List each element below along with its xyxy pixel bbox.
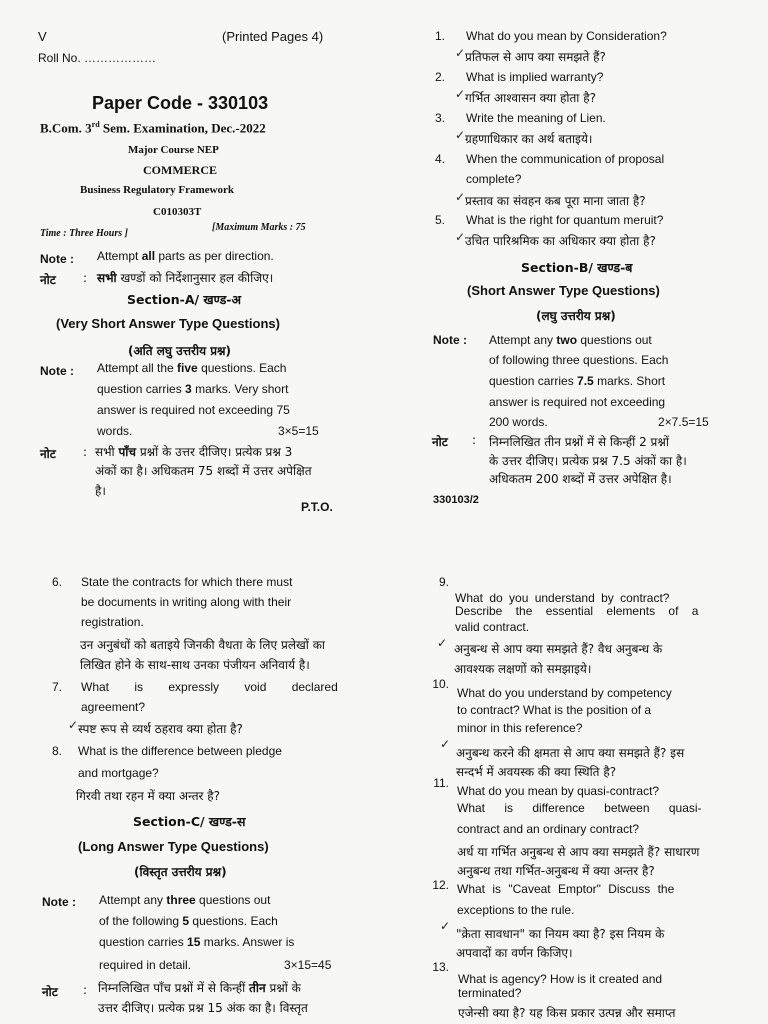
q9-english-line-1: What do you understand by contract? — [455, 591, 670, 605]
section-c-hindi-note-colon: : — [83, 983, 88, 997]
roll-number: Roll No. ……………… — [38, 51, 157, 65]
q7-english-line-2: agreement? — [81, 700, 146, 714]
note2-marks: 3×5=15 — [278, 424, 319, 438]
q1-number: 1. — [434, 29, 445, 43]
q12-english-line-2: exceptions to the rule. — [457, 903, 575, 917]
section-a-hindi-type: (अति लघु उत्तरीय प्रश्न) — [128, 344, 232, 358]
section-c-note-line-2: of the following 5 questions. Each — [99, 914, 278, 928]
q7-english-line-1: What is expressly void declared — [81, 680, 338, 694]
section-c-hindi-note-line-2: उत्तर दीजिए। प्रत्येक प्रश्न 15 अंक का है। विस्तृत — [98, 1001, 308, 1015]
section-c-hindi-note-label: नोट — [42, 985, 58, 999]
q12-hindi-line-2: अपवादों का वर्णन किजिए। — [456, 946, 573, 960]
q10-english-line-2: to contract? What is the position of a — [457, 703, 652, 717]
note2-hindi-line-3: है। — [95, 484, 106, 498]
section-c-heading: Section-C/ खण्ड-स — [133, 814, 246, 829]
section-b-note-line-2: of following three questions. Each — [489, 353, 669, 367]
note2-hindi-line-1: सभी पाँच प्रश्नों के उत्तर दीजिए। प्रत्येक प्रश्न 3 — [95, 445, 293, 459]
q3-number: 3. — [434, 111, 445, 125]
q11-english-line-1: What do you mean by quasi-contract? — [457, 784, 660, 798]
v-mark: V — [38, 29, 47, 44]
q6-number: 6. — [51, 575, 62, 589]
footer-code: 330103/2 — [433, 494, 479, 506]
note2-hindi-label: नोट — [40, 447, 56, 461]
section-c-note-line-1: Attempt any three questions out — [99, 893, 271, 907]
q10-hindi-line-1: अनुबन्ध करने की क्षमता से आप क्या समझते हैं? इस — [456, 746, 685, 760]
checkmark-icon: ✓ — [437, 636, 448, 650]
section-b-hindi-type: (लघु उत्तरीय प्रश्न) — [536, 309, 616, 323]
section-b-note-line-1: Attempt any two questions out — [489, 333, 652, 347]
note2-line-3: answer is required not exceeding 75 — [97, 403, 290, 417]
q11-english-line-2: What is difference between quasi- — [457, 801, 702, 815]
note-hindi-colon: : — [83, 271, 88, 285]
checkmark-icon: ✓ — [440, 919, 451, 933]
note2-line-1: Attempt all the five questions. Each — [97, 361, 287, 375]
note2-label: Note : — [40, 364, 74, 378]
q6-hindi-line-2: लिखित होने के साथ-साथ उनका पंजीयन अनिवार्य है। — [80, 658, 310, 672]
subject-name: COMMERCE — [143, 163, 217, 177]
section-c-note-line-4: required in detail. — [99, 958, 192, 972]
q8-english-line-1: What is the difference between pledge — [78, 744, 282, 758]
q3-hindi: ग्रहणाधिकार का अर्थ बताइये। — [465, 132, 593, 146]
q7-number: 7. — [51, 680, 62, 694]
course-code: C010303T — [153, 206, 202, 218]
q5-number: 5. — [434, 213, 445, 227]
q13-english-line-2: terminated? — [458, 986, 522, 1000]
note-hindi-label: नोट — [40, 273, 56, 287]
note2-hindi-colon: : — [83, 445, 88, 459]
section-b-heading: Section-B/ खण्ड-ब — [521, 260, 633, 275]
q8-number: 8. — [51, 744, 62, 758]
q3-english: Write the meaning of Lien. — [466, 111, 606, 125]
maximum-marks: [Maximum Marks : 75 — [212, 222, 306, 233]
q11-hindi-line-2: अनुबन्ध तथा गर्भित-अनुबन्ध में क्या अन्तर है? — [457, 864, 655, 878]
q5-english: What is the right for quantum meruit? — [466, 213, 664, 227]
section-b-note-line-5: 200 words. — [489, 415, 548, 429]
note2-hindi-line-2: अंकों का है। अधिकतम 75 शब्दों में उत्तर अपेक्षित — [95, 464, 312, 478]
section-c-note-line-3: question carries 15 marks. Answer is — [99, 935, 295, 949]
section-b-hindi-note-label: नोट — [432, 435, 448, 449]
q11-number: 11. — [433, 776, 449, 790]
pto-mark: P.T.O. — [301, 500, 333, 514]
section-b-note-line-4: answer is required not exceeding — [489, 395, 666, 409]
q12-hindi-line-1: "क्रेता सावधान" का नियम क्या है? इस नियम के — [456, 927, 665, 941]
section-c-note-marks: 3×15=45 — [284, 958, 332, 972]
major-course: Major Course NEP — [128, 144, 219, 156]
section-b-hindi-note-colon: : — [472, 433, 477, 447]
section-b-hindi-note-line-1: निम्नलिखित तीन प्रश्नों में से किन्हीं 2 प्रश्नों — [489, 435, 669, 449]
q10-number: 10. — [432, 677, 449, 691]
section-a-type: (Very Short Answer Type Questions) — [56, 316, 280, 331]
q6-hindi-line-1: उन अनुबंधों को बताइये जिनकी वैधता के लिए प्रलेखों का — [80, 638, 326, 652]
q4-english-line-2: complete? — [466, 172, 522, 186]
q10-english-line-3: minor in this reference? — [457, 721, 583, 735]
checkmark-icon: ✓ — [68, 718, 79, 732]
note-label: Note : — [40, 252, 74, 266]
checkmark-icon: ✓ — [455, 128, 466, 142]
section-c-hindi-type: (विस्तृत उत्तरीय प्रश्न) — [134, 865, 227, 879]
q9-hindi-line-2: आवश्यक लक्षणों को समझाइये। — [454, 662, 592, 676]
exam-time: Time : Three Hours ] — [40, 228, 128, 239]
q11-hindi-line-1: अर्ध या गर्भित अनुबन्ध से आप क्या समझते हैं? साधारण — [457, 845, 700, 859]
section-b-hindi-note-line-2: के उत्तर दीजिए। प्रत्येक प्रश्न 7.5 अंकों का है। — [489, 454, 687, 468]
section-a-heading: Section-A/ खण्ड-अ — [127, 292, 242, 307]
q13-number: 13. — [432, 960, 449, 974]
paper-title: Business Regulatory Framework — [80, 184, 234, 196]
q9-english-line-2: Describe the essential elements of a — [455, 604, 699, 618]
note2-line-2: question carries 3 marks. Very short — [97, 382, 289, 396]
note2-line-4: words. — [97, 424, 133, 438]
paper-code: Paper Code - 330103 — [92, 93, 269, 113]
q10-hindi-line-2: सन्दर्भ में अवयस्क की क्या स्थिति है? — [456, 765, 617, 779]
q6-english-line-3: registration. — [81, 615, 144, 629]
checkmark-icon: ✓ — [455, 190, 466, 204]
q2-english: What is implied warranty? — [466, 70, 604, 84]
section-b-note-line-3: question carries 7.5 marks. Short — [489, 374, 666, 388]
checkmark-icon: ✓ — [455, 230, 466, 244]
q12-number: 12. — [432, 878, 449, 892]
note-text: Attempt all parts as per direction. — [97, 249, 274, 263]
q4-english-line-1: When the communication of proposal — [466, 152, 665, 166]
q9-hindi-line-1: अनुबन्ध से आप क्या समझते हैं? वैध अनुबन्ध के — [454, 642, 663, 656]
q4-hindi: प्रस्ताव का संवहन कब पूरा माना जाता है? — [465, 194, 646, 208]
section-b-hindi-note-line-3: अधिकतम 200 शब्दों में उत्तर अपेक्षित है। — [489, 472, 672, 486]
note-hindi-text: सभी खण्डों को निर्देशानुसार हल कीजिए। — [97, 271, 274, 285]
printed-pages: (Printed Pages 4) — [222, 29, 324, 44]
section-c-type: (Long Answer Type Questions) — [78, 839, 269, 854]
q10-english-line-1: What do you understand by competency — [457, 686, 672, 700]
section-b-type: (Short Answer Type Questions) — [467, 283, 660, 298]
q11-english-line-3: contract and an ordinary contract? — [457, 822, 640, 836]
q9-english-line-3: valid contract. — [455, 620, 530, 634]
q2-number: 2. — [434, 70, 445, 84]
checkmark-icon: ✓ — [440, 737, 451, 751]
section-b-note-label: Note : — [433, 333, 467, 347]
q7-hindi: स्पष्ट रूप से व्यर्थ ठहराव क्या होता है? — [78, 722, 243, 736]
checkmark-icon: ✓ — [455, 87, 466, 101]
checkmark-icon: ✓ — [455, 46, 466, 60]
q5-hindi: उचित पारिश्रमिक का अधिकार क्या होता है? — [465, 234, 656, 248]
q12-english-line-1: What is "Caveat Emptor" Discuss the — [457, 882, 675, 896]
q4-number: 4. — [434, 152, 445, 166]
q1-hindi: प्रतिफल से आप क्या समझते हैं? — [465, 50, 606, 64]
section-b-note-marks: 2×7.5=15 — [658, 415, 709, 429]
q2-hindi: गर्भित आश्वासन क्या होता है? — [465, 91, 596, 105]
q13-hindi: एजेन्सी क्या है? यह किस प्रकार उत्पन्न और समाप्त — [458, 1006, 676, 1020]
q13-english-line-1: What is agency? How is it created and — [458, 972, 663, 986]
q6-english-line-2: be documents in writing along with their — [81, 595, 292, 609]
q1-english: What do you mean by Consideration? — [466, 29, 667, 43]
q9-number: 9. — [438, 575, 449, 589]
exam-title: B.Com. 3rd Sem. Examination, Dec.-2022 — [40, 120, 266, 136]
section-c-note-label: Note : — [42, 895, 76, 909]
q8-hindi: गिरवी तथा रहन में क्या अन्तर है? — [76, 789, 221, 803]
q6-english-line-1: State the contracts for which there must — [81, 575, 293, 589]
section-c-hindi-note-line-1: निम्नलिखित पाँच प्रश्नों में से किन्हीं तीन प्रश्नों के — [98, 981, 301, 995]
q8-english-line-2: and mortgage? — [78, 766, 159, 780]
